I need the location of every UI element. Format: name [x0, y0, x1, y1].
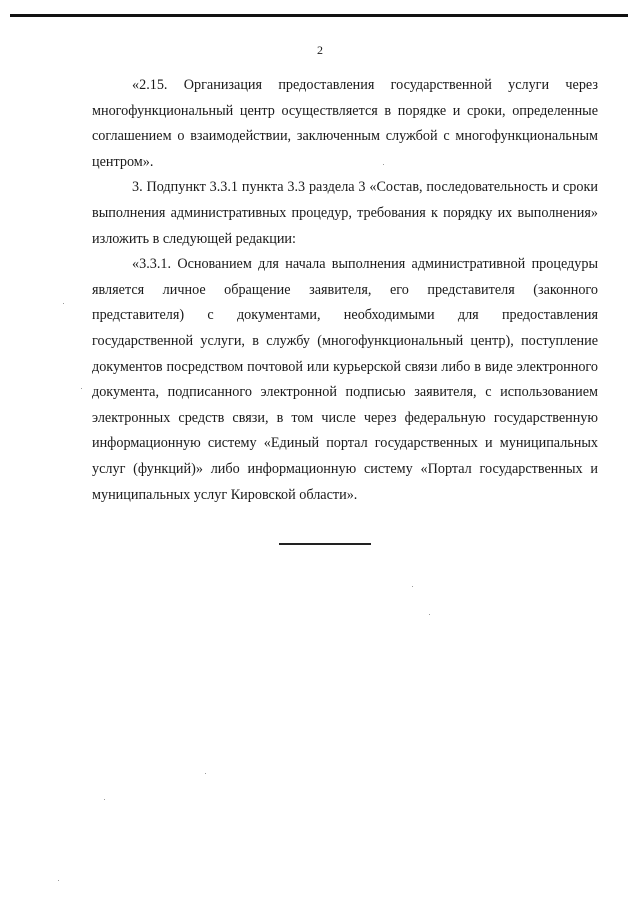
- scan-speck: [412, 586, 413, 587]
- scan-speck: [429, 614, 430, 615]
- scan-speck: [58, 880, 59, 881]
- scan-speck: [104, 799, 105, 800]
- document-body: [92, 73, 598, 508]
- paragraph-3-3-1: «3.3.1. Основанием для начала выполнения административной процедуры является личное обращение заявителя, его представителя (законного представителя) с документами, необходимыми для предоставления государственной услуги, в службу (многофункциональный центр), поступление документов посредством почтовой или курьерской связи либо в виде электронного документа, подписанного электронной подписью заявителя, с использованием электронных средств связи, в том числе через федеральную государственную информационную систему «Единый портал государственных и муниципальных услуг (функций)» либо информационную систему «Портал государственных и муниципальных услуг Кировской области».: [92, 256, 598, 503]
- scan-speck: [63, 303, 64, 304]
- top-border-line: [10, 14, 628, 17]
- scan-speck: [81, 388, 82, 389]
- paragraph-amendment-3: 3. Подпункт 3.3.1 пункта 3.3 раздела 3 «Состав, последовательность и сроки выполнения административных процедур, требования к порядку их выполнения» изложить в следующей редакции:: [92, 179, 598, 247]
- scan-speck: [383, 164, 384, 165]
- scan-speck: [205, 773, 206, 774]
- end-of-text-line: [279, 543, 371, 545]
- page-number: 2: [317, 43, 323, 57]
- paragraph-2-15: «2.15. Организация предоставления государственной услуги через многофункциональный центр осуществляется в порядке и сроки, определенные соглашением о взаимодействии, заключенным службой с многофункциональным центром».: [92, 77, 598, 170]
